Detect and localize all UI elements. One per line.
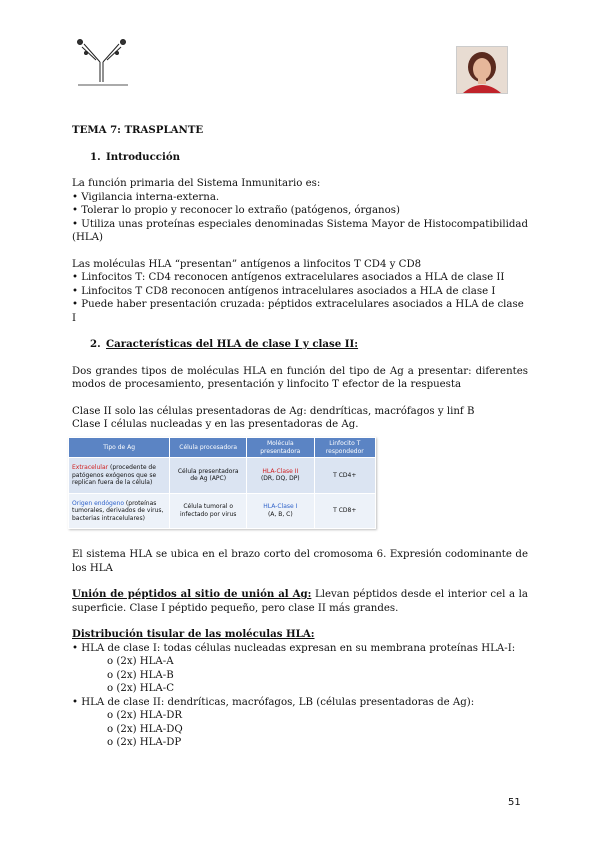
- paragraph: Clase II solo las células presentadoras de Ag: dendríticas, macrófagos y linf B: [72, 405, 475, 417]
- bullet-item: • Tolerar lo propio y reconocer lo extraño (patógenos, órganos): [72, 205, 400, 216]
- hla-table: [68, 437, 376, 529]
- intro-text: La función primaria del Sistema Inmunitario es:: [72, 178, 321, 189]
- sub-list-item: o (2x) HLA-DR: [107, 710, 183, 721]
- subheading-distribucion: Distribución tisular de las moléculas HLA:: [72, 628, 315, 640]
- bullet-item: • HLA de clase II: dendríticas, macrófagos, LB (células presentadoras de Ag):: [72, 696, 475, 708]
- author-photo: [456, 46, 508, 94]
- table-header-cell: Célula procesadora: [170, 438, 247, 458]
- table-cell: T CD8+: [314, 493, 375, 529]
- sub-list-item: o (2x) HLA-DQ: [107, 723, 183, 735]
- sub-list-item: o (2x) HLA-C: [107, 683, 175, 694]
- sub-list-item: o (2x) HLA-A: [107, 656, 174, 667]
- paragraph: El sistema HLA se ubica en el brazo corto del cromosoma 6. Expresión codominante de los HLA: [72, 549, 528, 574]
- table-row: [69, 458, 376, 494]
- table-cell: Célula tumoral o infectado por virus: [170, 493, 247, 529]
- table-header-cell: Linfocito T respondedor: [314, 438, 375, 458]
- bullet-item: • Linfocitos T: CD4 reconocen antígenos extracelulares asociados a HLA de clase II: [72, 272, 505, 283]
- page-number: 51: [508, 797, 521, 808]
- antibody-logo-icon: [72, 38, 134, 90]
- table-row: [69, 493, 376, 529]
- section-heading-caracteristicas: 2. Características del HLA de clase I y clase II:: [90, 338, 359, 350]
- table-cell: Origen endógeno (proteínas tumorales, derivados de virus, bacterias intracelulares): [69, 493, 170, 529]
- table-cell: Extracelular (procedente de patógenos exógenos que se replican fuera de la célula): [69, 458, 170, 494]
- table-cell: Célula presentadora de Ag (APC): [170, 458, 247, 494]
- bullet-item: • Utiliza unas proteínas especiales denominadas Sistema Mayor de Histocompatibilidad (HLA): [72, 218, 528, 243]
- bullet-item: • Puede haber presentación cruzada: péptidos extracelulares asociados a HLA de clase I: [72, 299, 524, 324]
- sub-list-item: o (2x) HLA-B: [107, 669, 174, 681]
- table-header-cell: Tipo de Ag: [69, 438, 170, 458]
- bullet-item: • HLA de clase I: todas células nucleadas expresan en su membrana proteínas HLA-I:: [72, 642, 516, 654]
- document-body: [72, 124, 528, 432]
- document-title: TEMA 7: TRASPLANTE: [72, 124, 204, 136]
- table-cell: HLA-Clase I (A, B, C): [247, 493, 315, 529]
- bullet-item: • Vigilancia interna-externa.: [72, 191, 220, 203]
- table-cell: T CD4+: [314, 458, 375, 494]
- paragraph: Unión de péptidos al sitio de unión al Ag: Llevan péptidos desde el interior cel a la superficie. Clase I péptido pequeño, pero clase II más grandes.: [72, 588, 528, 614]
- paragraph: Clase I células nucleadas y en las presentadoras de Ag.: [72, 419, 359, 430]
- bullet-item: • Linfocitos T CD8 reconocen antígenos intracelulares asociados a HLA de clase I: [72, 285, 496, 297]
- table-header-cell: Molécula presentadora: [247, 438, 315, 458]
- section-heading-introduccion: 1. Introducción: [90, 150, 181, 163]
- hla-intro-text: Las moléculas HLA “presentan” antígenos a linfocitos T CD4 y CD8: [72, 258, 422, 270]
- document-body-lower: [72, 548, 528, 750]
- sub-list-item: o (2x) HLA-DP: [107, 737, 182, 748]
- table-header-row: [69, 438, 376, 458]
- paragraph: Dos grandes tipos de moléculas HLA en función del tipo de Ag a presentar: diferentes modos de procesamiento, presentación y linfocito T efector de la respuesta: [72, 365, 528, 390]
- table-cell: HLA-Clase II (DR, DQ, DP): [247, 458, 315, 494]
